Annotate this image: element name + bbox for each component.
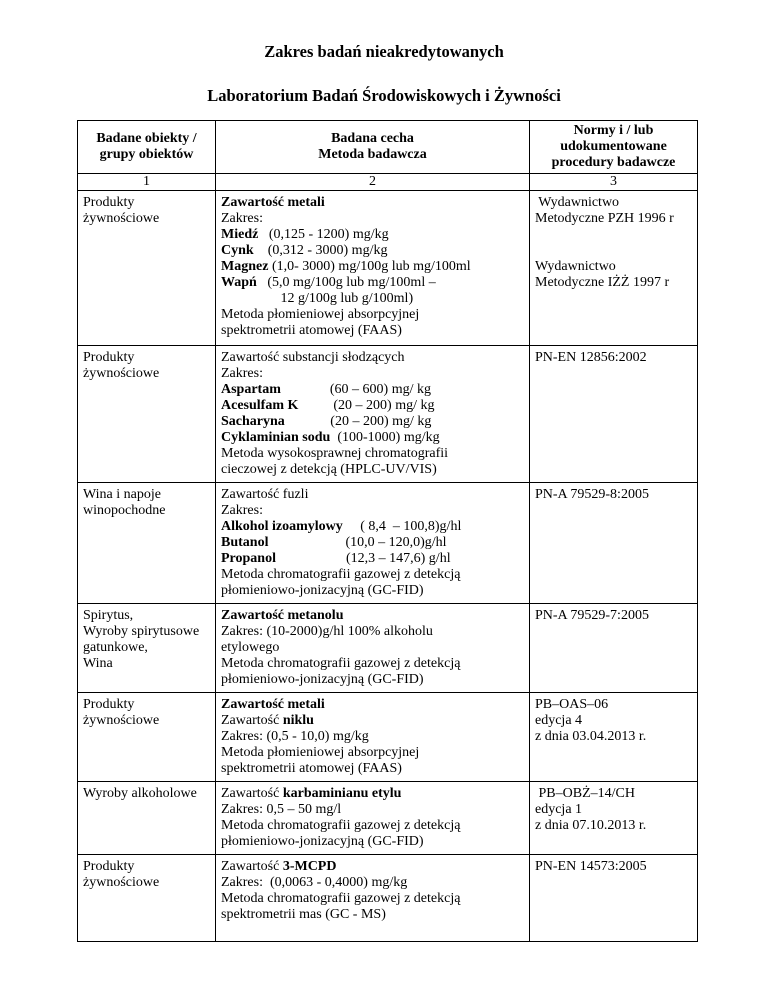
- header-line: udokumentowane: [560, 139, 667, 154]
- standard-line: PB–OAS–06: [535, 697, 609, 712]
- method-line: [221, 891, 524, 907]
- table-row: [78, 693, 698, 782]
- object-cell: [78, 483, 216, 604]
- method-line: [221, 350, 524, 366]
- standard-cell: [530, 693, 698, 782]
- method-text: Zakres: (0,0063 - 0,4000) mg/kg: [221, 875, 408, 890]
- method-text: Metoda chromatografii gazowej z detekcją: [221, 818, 461, 833]
- method-text: płomieniowo-jonizacyjną (GC-FID): [221, 834, 424, 849]
- table-header-row: [78, 121, 698, 174]
- method-line: [221, 875, 524, 891]
- method-line: [221, 211, 524, 227]
- method-line: [221, 608, 524, 624]
- object-line: Produkty: [83, 859, 135, 874]
- method-line: [221, 745, 524, 761]
- method-cell: [216, 782, 530, 855]
- column-number: 2: [216, 174, 530, 191]
- column-number: 1: [78, 174, 216, 191]
- object-line: Wina i napoje: [83, 487, 161, 502]
- method-term: Acesulfam K: [221, 398, 334, 413]
- method-text: spektrometrii atomowej (FAAS): [221, 761, 402, 776]
- header-line: grupy obiektów: [99, 147, 194, 162]
- method-text: Metoda płomieniowej absorpcyjnej: [221, 745, 420, 760]
- method-line: [221, 307, 524, 323]
- method-text: Zakres: 0,5 – 50 mg/l: [221, 802, 342, 817]
- method-line: [221, 859, 524, 875]
- method-term: Zawartość metali: [221, 195, 325, 210]
- method-term: Magnez: [221, 259, 269, 274]
- method-line: [221, 414, 524, 430]
- standard-line: edycja 1: [535, 802, 583, 817]
- method-line: [221, 398, 524, 414]
- standard-cell: [530, 782, 698, 855]
- method-line: [221, 672, 524, 688]
- object-cell: [78, 604, 216, 693]
- table-row: [78, 483, 698, 604]
- method-line: [221, 462, 524, 478]
- method-line: [221, 729, 524, 745]
- method-text: Zawartość: [221, 713, 283, 728]
- method-term: karbaminianu etylu: [282, 786, 402, 801]
- header-line: Badana cecha: [331, 131, 414, 146]
- object-line: żywnościowe: [83, 875, 160, 890]
- method-line: [221, 259, 524, 275]
- header-objects: [78, 121, 216, 174]
- object-line: Produkty: [83, 350, 135, 365]
- method-line: [221, 656, 524, 672]
- table-row: [78, 191, 698, 346]
- method-line: [221, 275, 524, 291]
- standard-line: PN-EN 14573:2005: [535, 859, 647, 874]
- method-text: (100-1000) mg/kg: [330, 430, 440, 445]
- object-line: żywnościowe: [83, 211, 160, 226]
- method-line: [221, 535, 524, 551]
- header-line: Normy i / lub: [573, 123, 654, 138]
- method-line: [221, 761, 524, 777]
- standard-cell: [530, 483, 698, 604]
- standard-cell: [530, 855, 698, 942]
- method-text: Metoda chromatografii gazowej z detekcją: [221, 656, 461, 671]
- table-row: [78, 604, 698, 693]
- method-text: cieczowej z detekcją (HPLC-UV/VIS): [221, 462, 437, 477]
- standard-line: Wydawnictwo: [535, 195, 620, 210]
- method-line: [221, 834, 524, 850]
- method-text: Metoda chromatografii gazowej z detekcją: [221, 567, 461, 582]
- method-line: [221, 519, 524, 535]
- method-text: Zawartość: [221, 786, 283, 801]
- method-text: (10,0 – 120,0)g/hl: [345, 535, 447, 550]
- object-line: żywnościowe: [83, 366, 160, 381]
- standard-line: PN-A 79529-8:2005: [535, 487, 649, 502]
- method-term: Cyklaminian sodu: [221, 430, 331, 445]
- method-term: Aspartam: [221, 382, 330, 397]
- standard-line: Metodyczne IŻŻ 1997 r: [535, 275, 670, 290]
- method-text: płomieniowo-jonizacyjną (GC-FID): [221, 583, 424, 598]
- method-cell: [216, 346, 530, 483]
- object-line: Wyroby spirytusowe: [83, 624, 200, 639]
- method-text: (5,0 mg/100g lub mg/100ml –: [256, 275, 436, 290]
- object-cell: [78, 782, 216, 855]
- standard-cell: [530, 346, 698, 483]
- method-text: (0,312 - 3000) mg/kg: [253, 243, 388, 258]
- standard-cell: [530, 191, 698, 346]
- object-line: Produkty: [83, 195, 135, 210]
- method-line: [221, 487, 524, 503]
- method-line: [221, 802, 524, 818]
- method-text: (20 – 200) mg/ kg: [330, 414, 432, 429]
- spacer: [535, 227, 692, 259]
- method-line: [221, 624, 524, 640]
- column-number-row: [78, 174, 698, 191]
- standard-line: PN-A 79529-7:2005: [535, 608, 649, 623]
- page-title: Zakres badań nieakredytowanych: [264, 42, 504, 61]
- object-cell: [78, 346, 216, 483]
- method-term: Propanol: [221, 551, 346, 566]
- standard-line: z dnia 03.04.2013 r.: [535, 729, 647, 744]
- method-text: Metoda płomieniowej absorpcyjnej: [221, 307, 420, 322]
- method-line: [221, 446, 524, 462]
- page-subtitle: Laboratorium Badań Środowiskowych i Żywności: [207, 86, 561, 105]
- method-term: Zawartość metanolu: [221, 608, 344, 623]
- method-text: Zakres:: [221, 211, 263, 226]
- column-number: 3: [530, 174, 698, 191]
- method-text: 12 g/100g lub g/100ml): [221, 291, 414, 306]
- method-text: spektrometrii mas (GC - MS): [221, 907, 386, 922]
- method-text: spektrometrii atomowej (FAAS): [221, 323, 402, 338]
- method-text: Metoda wysokosprawnej chromatografii: [221, 446, 449, 461]
- object-line: winopochodne: [83, 503, 166, 518]
- method-line: [221, 291, 524, 307]
- method-cell: [216, 855, 530, 942]
- standard-line: z dnia 07.10.2013 r.: [535, 818, 647, 833]
- object-line: gatunkowe,: [83, 640, 148, 655]
- header-standards: [530, 121, 698, 174]
- method-text: (1,0- 3000) mg/100g lub mg/100ml: [268, 259, 471, 274]
- method-text: (60 – 600) mg/ kg: [329, 382, 431, 397]
- method-text: Zakres: (10-2000)g/hl 100% alkoholu: [221, 624, 433, 639]
- method-text: Metoda chromatografii gazowej z detekcją: [221, 891, 461, 906]
- method-cell: [216, 191, 530, 346]
- object-line: Spirytus,: [83, 608, 134, 623]
- standard-line: PN-EN 12856:2002: [535, 350, 647, 365]
- standard-line: Metodyczne PZH 1996 r: [535, 211, 674, 226]
- method-line: [221, 323, 524, 339]
- header-line: procedury badawcze: [551, 155, 676, 170]
- method-text: płomieniowo-jonizacyjną (GC-FID): [221, 672, 424, 687]
- method-term: Cynk: [221, 243, 254, 258]
- method-term: Zawartość metali: [221, 697, 325, 712]
- table-row: [78, 855, 698, 942]
- method-line: [221, 195, 524, 211]
- method-line: [221, 583, 524, 599]
- method-line: [221, 243, 524, 259]
- method-text: (0,125 - 1200) mg/kg: [258, 227, 389, 242]
- method-cell: [216, 483, 530, 604]
- method-line: [221, 818, 524, 834]
- method-line: [221, 430, 524, 446]
- table-row: [78, 346, 698, 483]
- method-line: [221, 713, 524, 729]
- method-line: [221, 382, 524, 398]
- method-line: [221, 503, 524, 519]
- object-cell: [78, 693, 216, 782]
- method-line: [221, 567, 524, 583]
- object-line: Wyroby alkoholowe: [83, 786, 197, 801]
- method-term: Butanol: [221, 535, 346, 550]
- method-cell: [216, 604, 530, 693]
- method-text: ( 8,4 – 100,8)g/hl: [342, 519, 462, 534]
- method-line: [221, 697, 524, 713]
- method-line: [221, 551, 524, 567]
- method-term: Alkohol izoamylowy: [221, 519, 343, 534]
- header-method: [216, 121, 530, 174]
- method-term: 3-MCPD: [282, 859, 337, 874]
- method-text: Zawartość: [221, 859, 283, 874]
- standard-line: edycja 4: [535, 713, 583, 728]
- object-cell: [78, 855, 216, 942]
- method-line: [221, 907, 524, 923]
- method-term: niklu: [282, 713, 314, 728]
- method-text: Zawartość substancji słodzących: [221, 350, 405, 365]
- method-text: Zakres:: [221, 366, 263, 381]
- method-cell: [216, 693, 530, 782]
- method-text: Zakres: (0,5 - 10,0) mg/kg: [221, 729, 369, 744]
- method-text: (20 – 200) mg/ kg: [333, 398, 435, 413]
- object-cell: [78, 191, 216, 346]
- method-text: etylowego: [221, 640, 280, 655]
- object-line: Produkty: [83, 697, 135, 712]
- scope-table: [77, 120, 698, 942]
- method-line: [221, 786, 524, 802]
- method-text: Zawartość fuzli: [221, 487, 309, 502]
- method-text: (12,3 – 147,6) g/hl: [345, 551, 451, 566]
- method-line: [221, 640, 524, 656]
- method-term: Sacharyna: [221, 414, 331, 429]
- method-line: [221, 227, 524, 243]
- standard-line: Wydawnictwo: [535, 259, 616, 274]
- method-line: [221, 366, 524, 382]
- method-term: Miedź: [221, 227, 259, 242]
- table-row: [78, 782, 698, 855]
- method-term: Wapń: [221, 275, 257, 290]
- method-text: Zakres:: [221, 503, 263, 518]
- header-line: Metoda badawcza: [318, 147, 427, 162]
- standard-line: PB–OBŻ–14/CH: [535, 786, 635, 801]
- standard-cell: [530, 604, 698, 693]
- object-line: żywnościowe: [83, 713, 160, 728]
- object-line: Wina: [83, 656, 113, 671]
- header-line: Badane obiekty /: [96, 131, 197, 146]
